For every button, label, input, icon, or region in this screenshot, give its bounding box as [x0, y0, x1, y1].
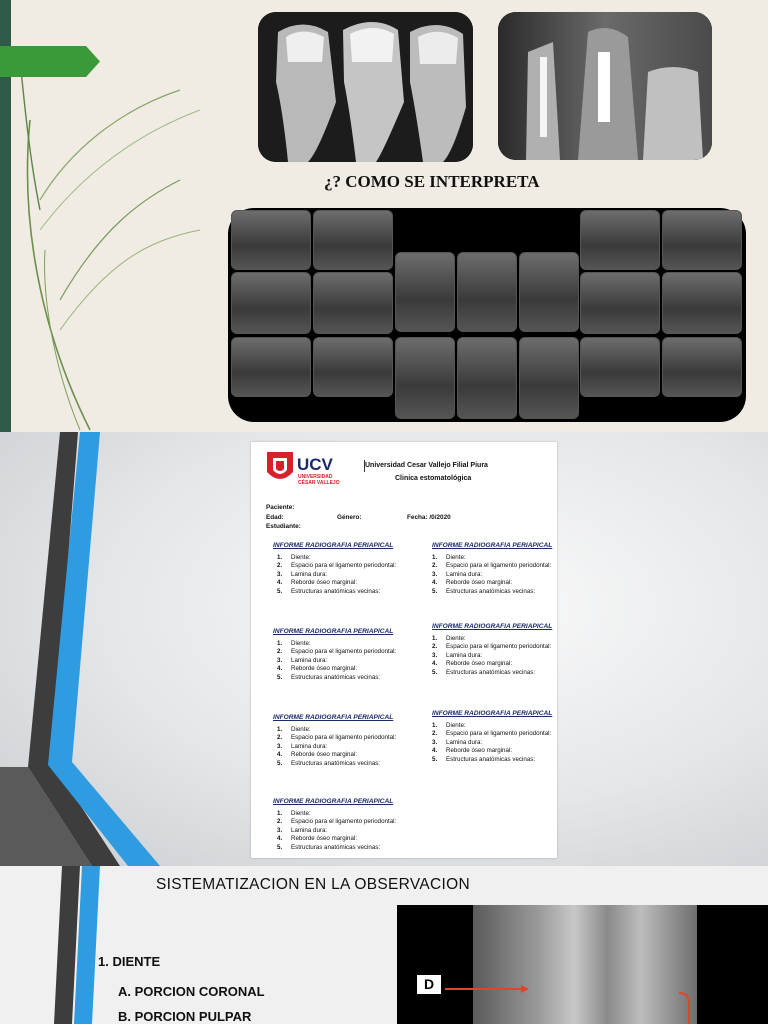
report-item: 2. Espacio para el ligamento periodontal:	[432, 562, 552, 570]
report-item: 3. Lamina dura:	[277, 742, 328, 750]
report-item: 2. Espacio para el ligamento periodontal:	[277, 734, 397, 742]
report-block	[432, 623, 582, 677]
xray-label-d: D	[417, 975, 441, 994]
xray-film	[231, 337, 311, 397]
list-item-porcion-coronal: A. PORCION CORONAL	[118, 984, 265, 999]
accent-stripes	[0, 432, 200, 866]
field-paciente: Paciente:	[266, 504, 295, 511]
xray-film	[519, 337, 579, 419]
report-item: 1. Diente:	[432, 722, 466, 729]
report-item: 2. Espacio para el ligamento periodontal:	[277, 648, 397, 656]
list-item-diente: 1. DIENTE	[98, 954, 161, 969]
logo-subtitle: CÉSAR VALLEJO	[298, 480, 340, 486]
report-item: 1. Diente:	[432, 635, 466, 642]
report-item: 3. Lamina dura:	[432, 570, 483, 578]
xray-film	[313, 210, 393, 270]
xray-film	[457, 252, 517, 332]
report-item: 3. Lamina dura:	[277, 570, 328, 578]
report-item: 4. Reborde óseo marginal:	[277, 579, 358, 587]
report-item: 2. Espacio para el ligamento periodontal:	[277, 562, 397, 570]
report-block	[432, 542, 582, 596]
report-block-title: INFORME RADIOGRAFIA PERIAPICAL	[432, 710, 553, 717]
report-item: 3. Lamina dura:	[432, 738, 483, 746]
bitewing-xray-image	[258, 12, 473, 162]
report-item: 4. Reborde óseo marginal:	[432, 660, 513, 668]
xray-film	[580, 210, 660, 270]
report-block-title: INFORME RADIOGRAFIA PERIAPICAL	[432, 542, 553, 549]
report-block-title: INFORME RADIOGRAFIA PERIAPICAL	[273, 542, 394, 549]
report-item: 2. Espacio para el ligamento periodontal:	[432, 730, 552, 738]
field-edad: Edad:	[266, 514, 284, 521]
slide-title: SISTEMATIZACION EN LA OBSERVACION	[156, 876, 470, 893]
slide-interpretation	[0, 0, 768, 432]
report-block	[273, 628, 423, 682]
slide-systematization	[0, 866, 768, 1024]
report-item: 4. Reborde óseo marginal:	[432, 747, 513, 755]
report-block	[273, 542, 423, 596]
report-item: 1. Diente:	[277, 810, 311, 817]
xray-film	[395, 252, 455, 332]
university-name: Universidad Cesar Vallejo Filial Piura	[365, 462, 488, 469]
report-item: 3. Lamina dura:	[277, 656, 328, 664]
report-item: 1. Diente:	[277, 640, 311, 647]
periapical-xray-image	[498, 12, 712, 160]
report-document	[251, 442, 557, 858]
report-item: 1. Diente:	[432, 554, 466, 561]
report-item: 5. Estructuras anatómicas vecinas:	[432, 668, 536, 676]
annotation-arrows	[397, 905, 768, 1024]
xray-film	[231, 210, 311, 270]
xray-film	[395, 337, 455, 419]
slide-report-form	[0, 432, 768, 866]
report-block-title: INFORME RADIOGRAFIA PERIAPICAL	[273, 714, 394, 721]
xray-film	[231, 272, 311, 334]
report-block	[273, 798, 423, 852]
report-item: 5. Estructuras anatómicas vecinas:	[277, 587, 381, 595]
slide-title: ¿? COMO SE INTERPRETA	[324, 172, 540, 191]
xray-film	[662, 210, 742, 270]
report-item: 2. Espacio para el ligamento periodontal:	[277, 818, 397, 826]
report-block	[432, 710, 582, 764]
field-estudiante: Estudiante:	[266, 523, 301, 530]
ucv-logo	[265, 450, 365, 490]
field-genero: Género:	[337, 514, 362, 521]
report-item: 4. Reborde óseo marginal:	[277, 835, 358, 843]
xray-film	[457, 337, 517, 419]
list-item-porcion-pulpar: B. PORCION PULPAR	[118, 1009, 252, 1024]
tooth-xray-closeup	[397, 905, 768, 1024]
clinic-name: Clinica estomatológica	[395, 475, 472, 482]
logo-text: UCV	[297, 455, 333, 474]
report-item: 1. Diente:	[277, 726, 311, 733]
report-item: 5. Estructuras anatómicas vecinas:	[432, 587, 536, 595]
report-item: 3. Lamina dura:	[277, 826, 328, 834]
report-block	[273, 714, 423, 768]
report-item: 5. Estructuras anatómicas vecinas:	[277, 843, 381, 851]
report-block-title: INFORME RADIOGRAFIA PERIAPICAL	[432, 623, 553, 630]
xray-film	[580, 337, 660, 397]
report-block-title: INFORME RADIOGRAFIA PERIAPICAL	[273, 798, 394, 805]
report-item: 1. Diente:	[277, 554, 311, 561]
xray-film	[519, 252, 579, 332]
xray-film	[313, 272, 393, 334]
full-mouth-xray-series	[228, 208, 746, 422]
xray-film	[580, 272, 660, 334]
xray-film	[313, 337, 393, 397]
xray-film	[662, 337, 742, 397]
report-item: 2. Espacio para el ligamento periodontal:	[432, 643, 552, 651]
accent-stripes	[0, 866, 120, 1024]
report-block-title: INFORME RADIOGRAFIA PERIAPICAL	[273, 628, 394, 635]
report-item: 3. Lamina dura:	[432, 651, 483, 659]
report-item: 5. Estructuras anatómicas vecinas:	[277, 759, 381, 767]
report-item: 5. Estructuras anatómicas vecinas:	[432, 755, 536, 763]
report-item: 4. Reborde óseo marginal:	[277, 665, 358, 673]
xray-film	[662, 272, 742, 334]
report-item: 5. Estructuras anatómicas vecinas:	[277, 673, 381, 681]
report-item: 4. Reborde óseo marginal:	[432, 579, 513, 587]
green-arrow-shape	[0, 46, 100, 77]
field-fecha: Fecha: /0/2020	[407, 514, 451, 521]
logo-subtitle: UNIVERSIDAD	[298, 474, 333, 480]
report-item: 4. Reborde óseo marginal:	[277, 751, 358, 759]
